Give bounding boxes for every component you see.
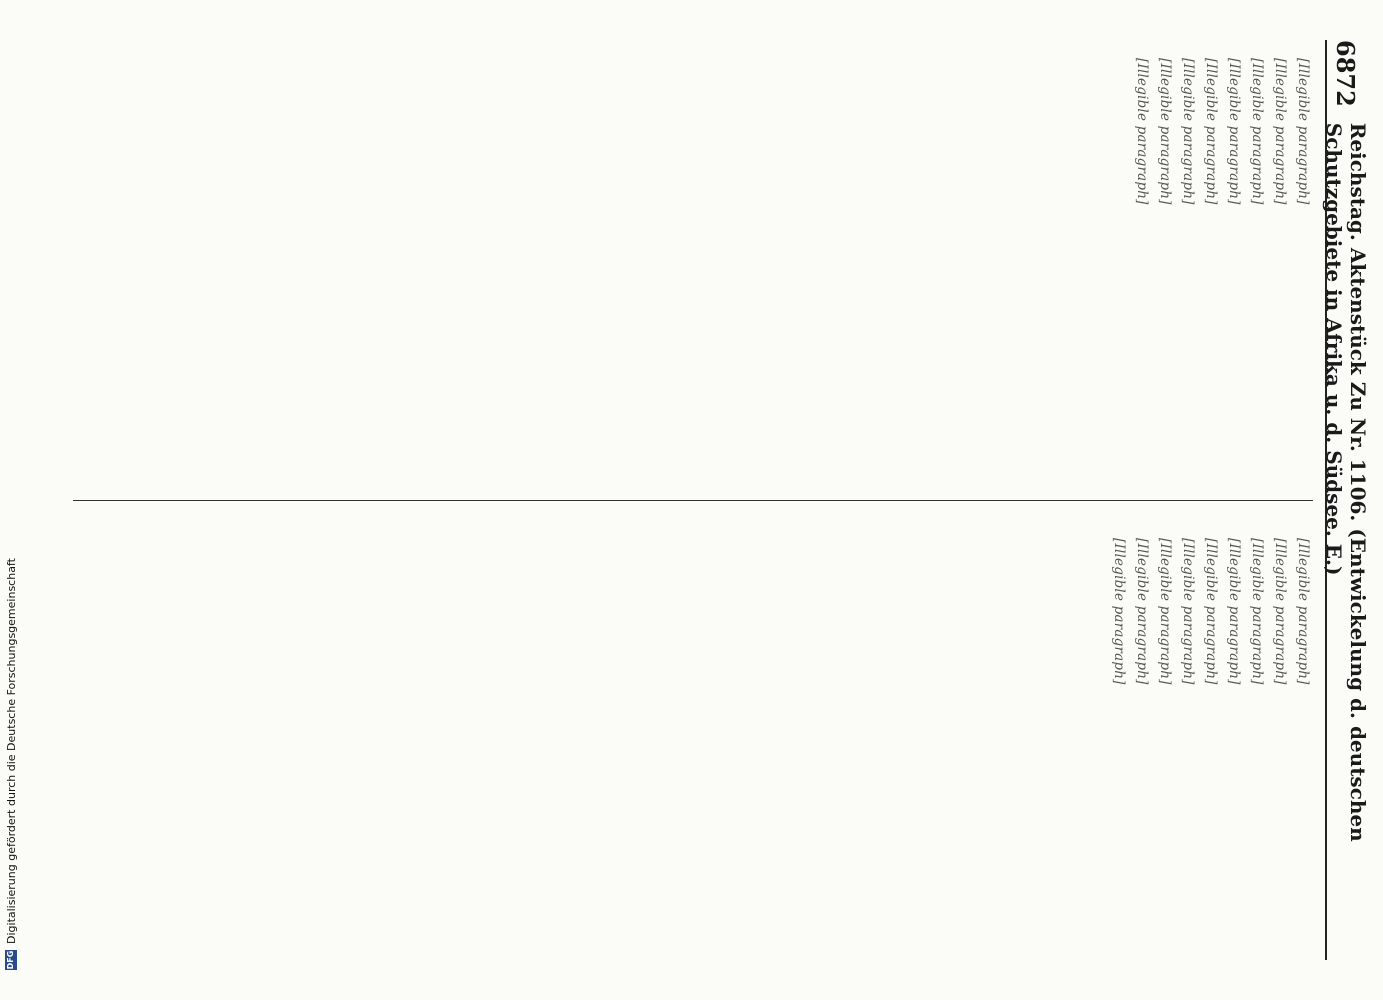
left-column: [73, 40, 1313, 480]
page-header: [1322, 40, 1370, 960]
text-columns: [73, 40, 1313, 960]
paragraph: [Illegible paragraph]: [1203, 538, 1219, 685]
page-number: 6872: [1331, 40, 1361, 107]
paragraph: [Illegible paragraph]: [1226, 58, 1242, 205]
paragraph: [Illegible paragraph]: [1272, 58, 1288, 205]
digitization-credit: [4, 540, 18, 970]
paragraph: [Illegible paragraph]: [1157, 538, 1173, 685]
paragraph: [Illegible paragraph]: [1134, 58, 1150, 205]
right-column: [73, 520, 1313, 960]
credit-text: Digitalisierung gefördert durch die Deutsche Forschungsgemeinschaft: [4, 558, 18, 944]
paragraph: [Illegible paragraph]: [1249, 58, 1265, 205]
paragraph: [Illegible paragraph]: [1226, 538, 1242, 685]
paragraph: [Illegible paragraph]: [1111, 538, 1127, 685]
dfg-logo: DFG: [6, 950, 15, 970]
page-title: Reichstag. Aktenstück Zu Nr. 1106. (Entwickelung d. deutschen Schutzgebiete in Afrika u. d. Südsee. E.): [1322, 122, 1370, 842]
paragraph: [Illegible paragraph]: [1249, 538, 1265, 685]
paragraph: [Illegible paragraph]: [1295, 58, 1311, 205]
paragraph: [Illegible paragraph]: [1295, 538, 1311, 685]
paragraph: [Illegible paragraph]: [1180, 538, 1196, 685]
paragraph: [Illegible paragraph]: [1134, 538, 1150, 685]
column-divider: [73, 500, 1313, 501]
paragraph: [Illegible paragraph]: [1157, 58, 1173, 205]
paragraph: [Illegible paragraph]: [1203, 58, 1219, 205]
paragraph: [Illegible paragraph]: [1272, 538, 1288, 685]
paragraph: [Illegible paragraph]: [1180, 58, 1196, 205]
